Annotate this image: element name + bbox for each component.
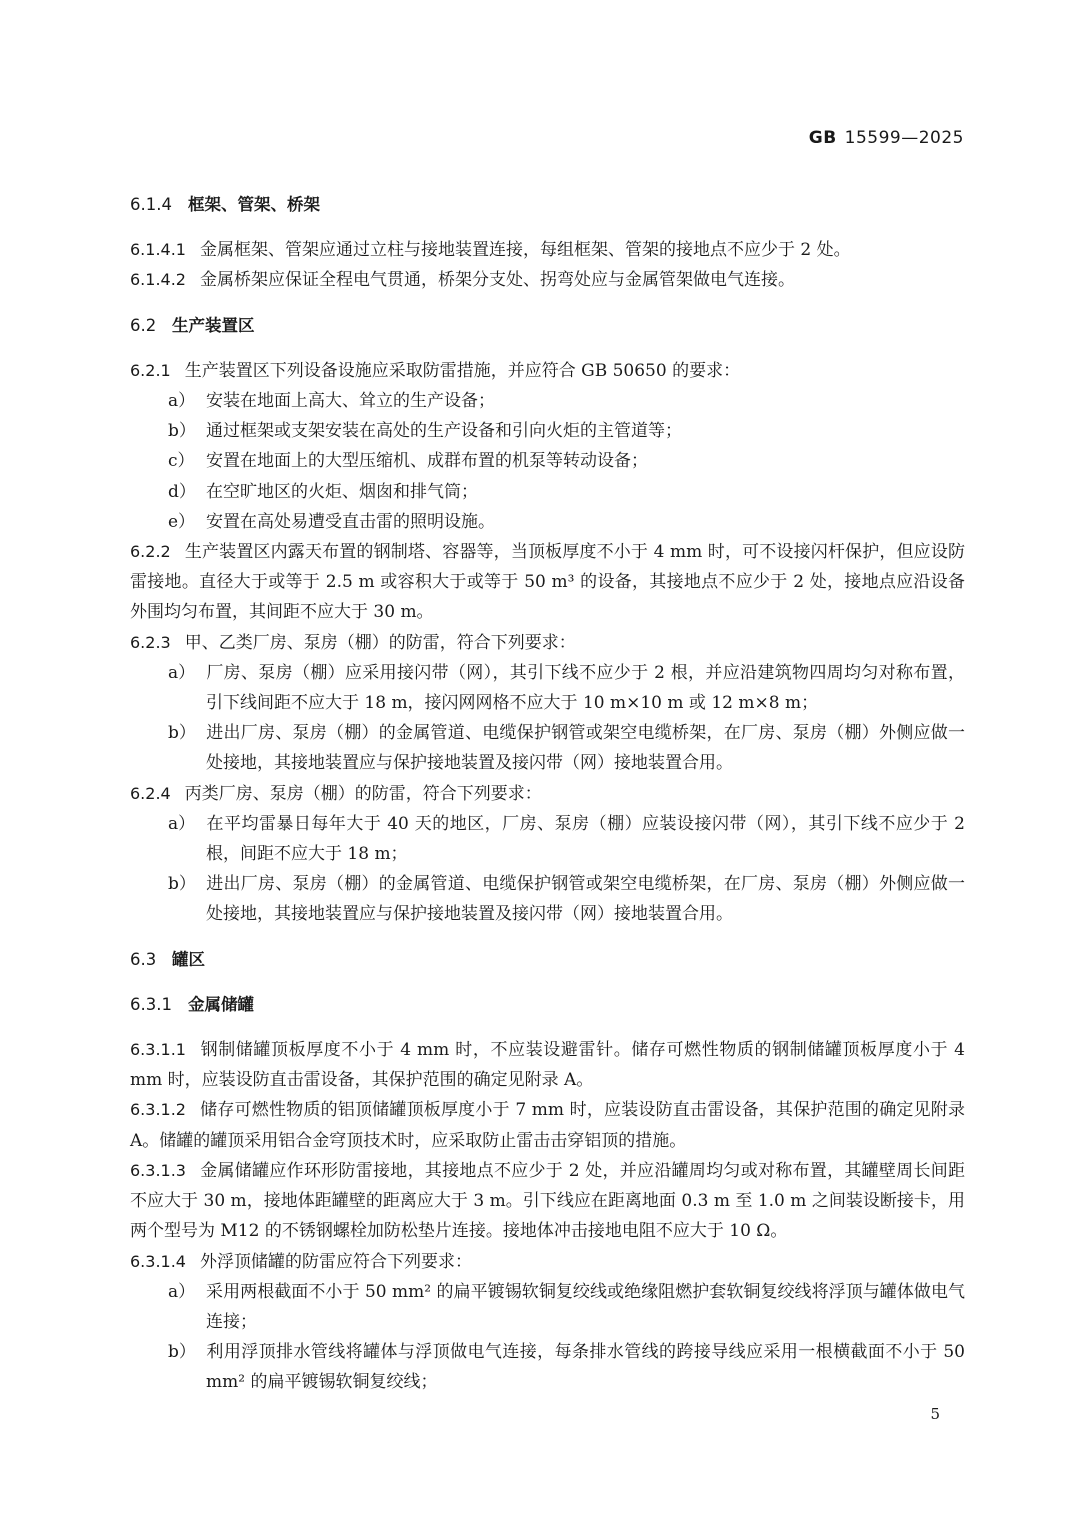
list-item: a） 厂房、泵房（棚）应采用接闪带（网），其引下线不应少于 2 根，并应沿建筑物四周均匀对称布置，引下线间距不应大于 18 m，接闪网网格不应大于 10 m×10 m 或 12 m×8 m； — [168, 662, 965, 714]
list-item: b） 通过框架或支架安装在高处的生产设备和引向火炬的主管道等； — [168, 421, 682, 442]
list-item: d） 在空旷地区的火炬、烟囱和排气筒； — [168, 481, 478, 502]
section-heading: 6.3 罐区 — [130, 949, 205, 969]
clause: 6.1.4.2 金属桥架应保证全程电气贯通，桥架分支处、拐弯处应与金属管架做电气连接。 — [130, 270, 795, 291]
section-heading: 6.1.4 框架、管架、桥架 — [130, 195, 320, 214]
list-item: b） 利用浮顶排水管线将罐体与浮顶做电气连接，每条排水管线的跨接导线应采用一根横截面不小于 50 mm² 的扁平镀锡软铜复绞线； — [168, 1342, 965, 1393]
section-heading: 6.3.1 金属储罐 — [130, 994, 254, 1014]
document-header — [809, 128, 964, 148]
page-number: 5 — [930, 1405, 940, 1423]
page-body — [130, 190, 965, 1398]
clause: 6.1.4.1 金属框架、管架应通过立柱与接地装置连接，每组框架、管架的接地点不应少于 2 处。 — [130, 240, 851, 261]
list-item: a） 安装在地面上高大、耸立的生产设备； — [168, 391, 495, 412]
list-item: e） 安置在高处易遭受直击雷的照明设施。 — [168, 511, 495, 532]
list-item: a） 采用两根截面不小于 50 mm² 的扁平镀锡软铜复绞线或绝缘阻燃护套软铜复绞线将浮顶与罐体做电气连接； — [168, 1281, 965, 1332]
clause: 6.2.3 甲、乙类厂房、泵房（棚）的防雷，符合下列要求： — [130, 632, 576, 653]
list-item: b） 进出厂房、泵房（棚）的金属管道、电缆保护钢管或架空电缆桥架，在厂房、泵房（棚）外侧应做一处接地，其接地装置应与保护接地装置及接闪带（网）接地装置合用。 — [168, 723, 965, 774]
standard-number: 15599—2025 — [844, 128, 964, 148]
standard-code: GB — [808, 128, 837, 148]
clause: 6.3.1.1 钢制储罐顶板厚度不小于 4 mm 时，不应装设避雷针。储存可燃性物质的钢制储罐顶板厚度小于 4 mm 时，应装设防直击雷设备，其保护范围的确定见附录 A。 — [130, 1040, 965, 1091]
clause: 6.3.1.3 金属储罐应作环形防雷接地，其接地点不应少于 2 处，并应沿罐周均匀或对称布置，其罐壁周长间距不应大于 30 m，接地体距罐壁的距离应大于 3 m。引下线应在距离地面 0.3 m 至 1.0 m 之间装设断接卡，用两个型号为 M12 的不锈钢螺栓加防松垫片连接。接地体冲击接地电阻不应大于 10 Ω。 — [130, 1160, 965, 1242]
list-item: a） 在平均雷暴日每年大于 40 天的地区，厂房、泵房（棚）应装设接闪带（网），其引下线不应少于 2 根，间距不应大于 18 m； — [168, 813, 965, 865]
clause: 6.3.1.2 储存可燃性物质的铝顶储罐顶板厚度小于 7 mm 时，应装设防直击雷设备，其保护范围的确定见附录 A。储罐的罐顶采用铝合金穹顶技术时，应采取防止雷击击穿铝顶的措施。 — [130, 1100, 965, 1151]
section-heading: 6.2 生产装置区 — [130, 315, 255, 335]
clause: 6.3.1.4 外浮顶储罐的防雷应符合下列要求： — [130, 1251, 472, 1272]
clause: 6.2.4 丙类厂房、泵房（棚）的防雷，符合下列要求： — [130, 783, 542, 804]
clause: 6.2.2 生产装置区内露天布置的钢制塔、容器等，当顶板厚度不小于 4 mm 时，可不设接闪杆保护，但应设防雷接地。直径大于或等于 2.5 m 或容积大于或等于 50 m³ 的设备，其接地点不应少于 2 处，接地点应沿设备外围均匀布置，其间距不应大于 30 m。 — [130, 542, 965, 623]
clause: 6.2.1 生产装置区下列设备设施应采取防雷措施，并应符合 GB 50650 的要求： — [130, 360, 741, 381]
list-item: b） 进出厂房、泵房（棚）的金属管道、电缆保护钢管或架空电缆桥架，在厂房、泵房（棚）外侧应做一处接地，其接地装置应与保护接地装置及接闪带（网）接地装置合用。 — [168, 874, 965, 925]
list-item: c） 安置在地面上的大型压缩机、成群布置的机泵等转动设备； — [168, 451, 648, 472]
